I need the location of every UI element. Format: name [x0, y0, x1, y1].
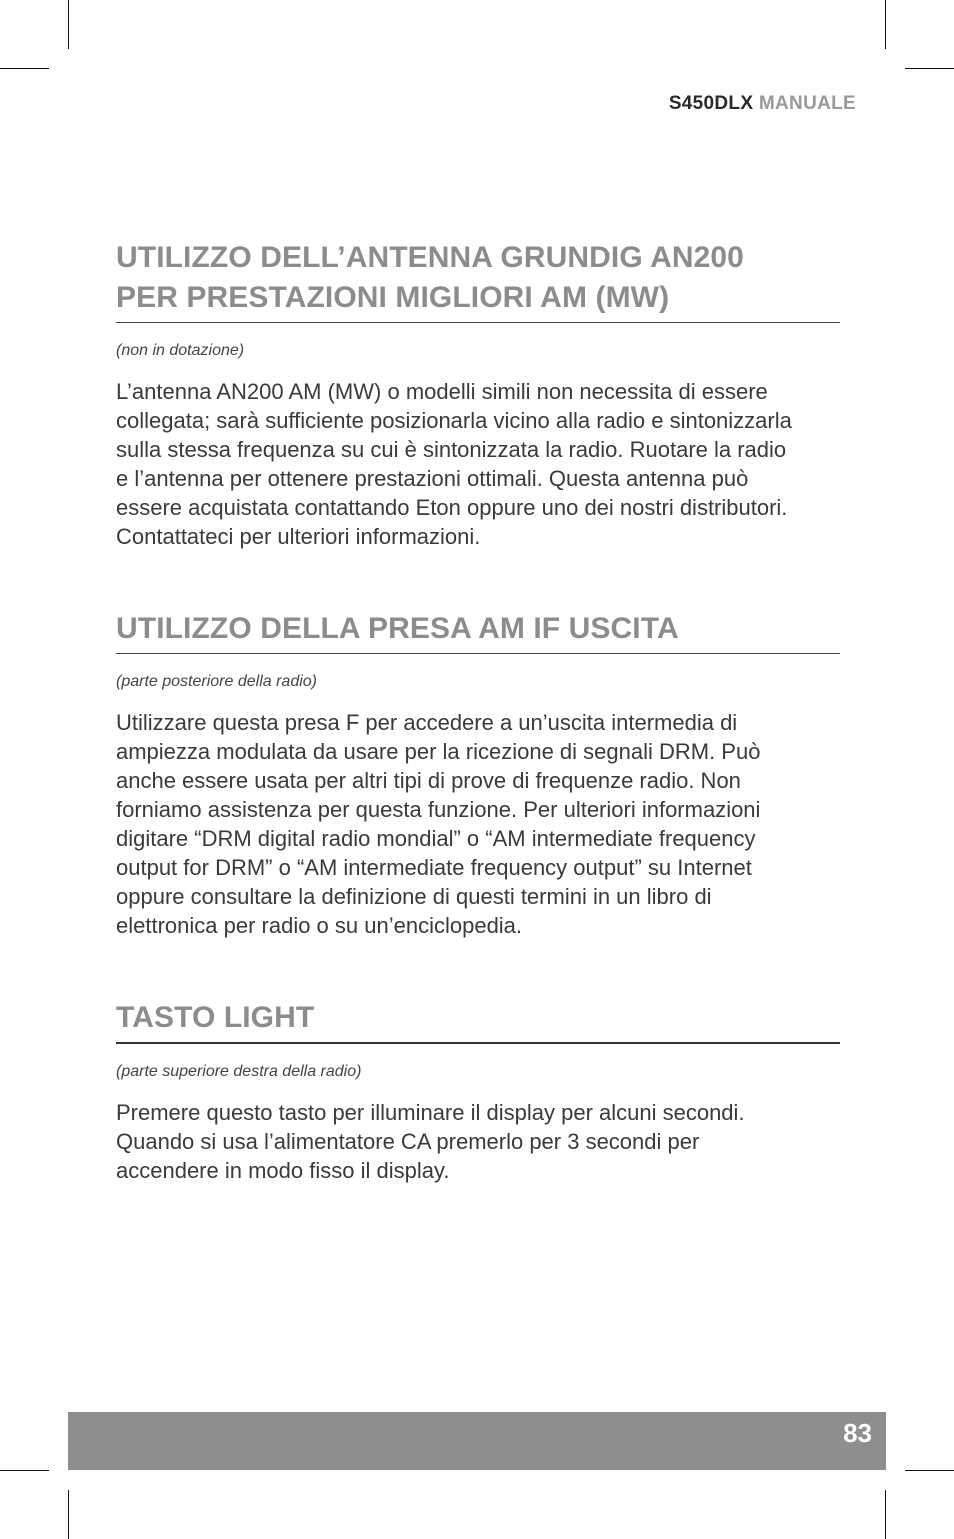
crop-mark	[68, 0, 69, 49]
section-title: UTILIZZO DELLA PRESA AM IF USCITA	[116, 609, 840, 654]
page-content	[116, 238, 840, 1243]
section-am-if-output	[116, 609, 840, 940]
section-light-button	[116, 998, 840, 1185]
header-model: S450DLX	[668, 93, 754, 114]
header-label: MANUALE	[758, 93, 856, 114]
footer-bar	[68, 1412, 886, 1470]
section-title: TASTO LIGHT	[116, 998, 840, 1044]
running-header	[669, 93, 856, 115]
crop-mark	[0, 68, 49, 69]
section-title: UTILIZZO DELL’ANTENNA GRUNDIG AN200 PER PRESTAZIONI MIGLIORI AM (MW)	[116, 238, 840, 323]
section-subtitle: (non in dotazione)	[116, 342, 245, 359]
crop-mark	[885, 1490, 886, 1539]
page-number: 83	[843, 1418, 872, 1448]
crop-mark	[905, 68, 954, 69]
crop-mark	[0, 1470, 49, 1471]
crop-mark	[885, 0, 886, 49]
section-body: L’antenna AN200 AM (MW) o modelli simili non necessita di essere collegata; sarà sufficiente posizionarla vicino alla radio e sintonizzarla sulla stessa frequenza su cui è sintonizzata la radio. Ruotare la radio e l’antenna per ottenere prestazioni ottimali. Questa antenna può essere acquistata contattando Eton oppure uno dei nostri distributori. Contattateci per ulteriori informazioni.	[116, 379, 792, 549]
section-subtitle: (parte superiore destra della radio)	[116, 1063, 362, 1080]
crop-mark	[905, 1470, 954, 1471]
section-body: Premere questo tasto per illuminare il display per alcuni secondi. Quando si usa l’alimentatore CA premerlo per 3 secondi per accendere in modo fisso il display.	[116, 1100, 745, 1183]
section-subtitle: (parte posteriore della radio)	[116, 673, 317, 690]
section-antenna	[116, 238, 840, 551]
crop-mark	[68, 1490, 69, 1539]
section-body: Utilizzare questa presa F per accedere a un’uscita intermedia di ampiezza modulata da usare per la ricezione di segnali DRM. Può anche essere usata per altri tipi di prove di frequenze radio. Non forniamo assistenza per questa funzione. Per ulteriori informazioni digitare “DRM digital radio mondial” o “AM intermediate frequency output for DRM” o “AM intermediate frequency output” su Internet oppure consultare la definizione di questi termini in un libro di elettronica per radio o su un’enciclopedia.	[116, 710, 761, 938]
